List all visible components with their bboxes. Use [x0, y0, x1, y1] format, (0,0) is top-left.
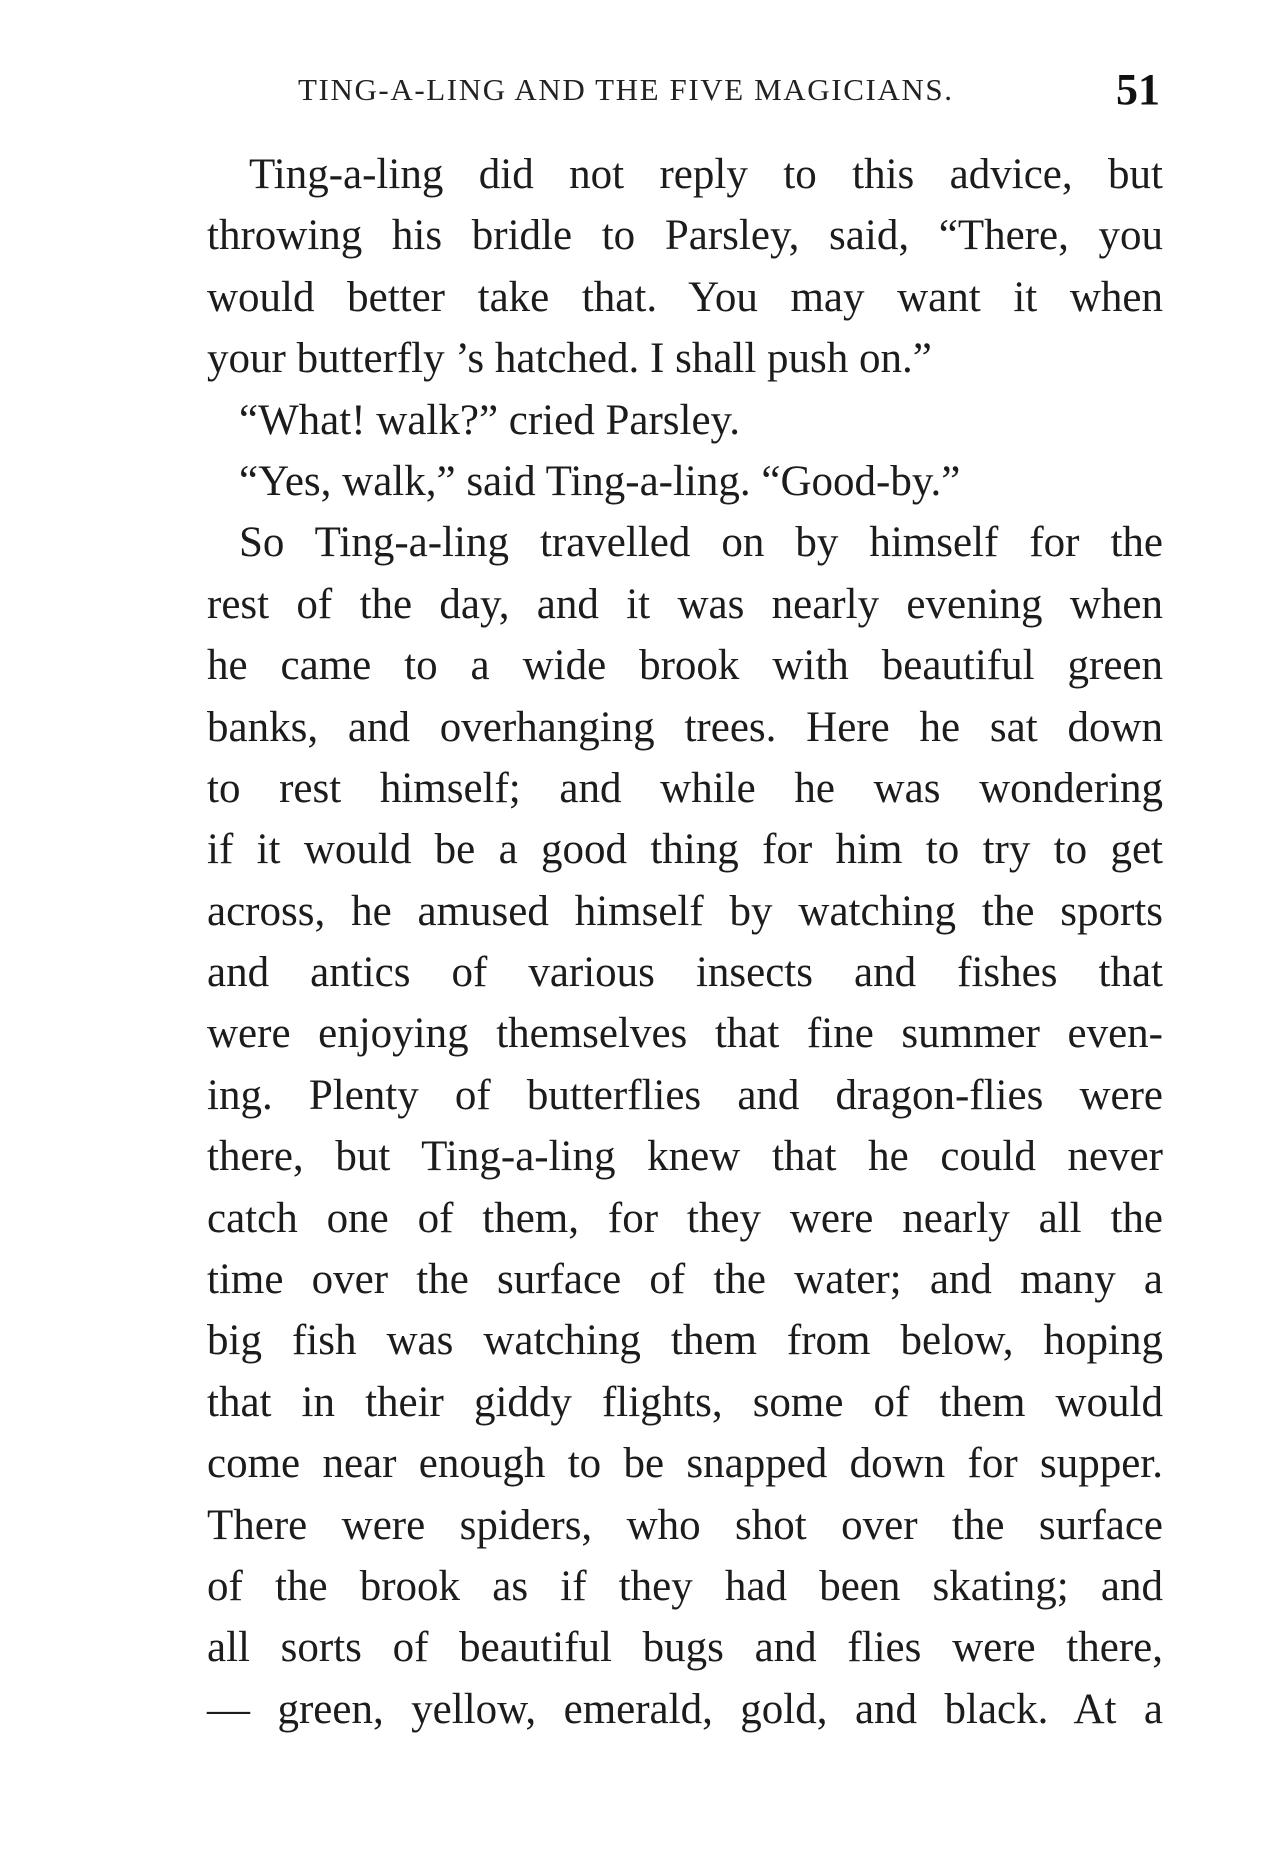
text-line: “Yes, walk,” said Ting-a-ling. “Good-by.” — [239, 457, 961, 505]
text-line: time over the surface of the water; and many a — [207, 1256, 1163, 1304]
text-line: that in their giddy flights, some of them would — [207, 1378, 1163, 1426]
text-line: across, he amused himself by watching the sports — [207, 887, 1163, 935]
body-text — [207, 144, 1163, 1740]
text-line: there, but Ting-a-ling knew that he could never — [207, 1133, 1163, 1181]
text-line: your butterfly ’s hatched. I shall push on.” — [207, 335, 932, 383]
text-line: So Ting-a-ling travelled on by himself for the — [239, 519, 1163, 567]
text-line: were enjoying themselves that fine summer even- — [207, 1010, 1163, 1058]
page-number: 51 — [1116, 65, 1160, 114]
text-line: if it would be a good thing for him to try to get — [207, 826, 1163, 874]
text-line: “What! walk?” cried Parsley. — [239, 396, 741, 444]
text-line: catch one of them, for they were nearly all the — [207, 1194, 1163, 1242]
text-line: would better take that. You may want it when — [207, 273, 1163, 321]
text-line: big fish was watching them from below, hoping — [207, 1317, 1163, 1365]
text-line: of the brook as if they had been skating; and — [207, 1562, 1163, 1610]
text-line: all sorts of beautiful bugs and flies were there, — [207, 1624, 1163, 1672]
text-line: rest of the day, and it was nearly evening when — [207, 580, 1163, 628]
text-line: banks, and overhanging trees. Here he sat down — [207, 703, 1163, 751]
page-header — [298, 64, 1160, 114]
running-title: TING-A-LING AND THE FIVE MAGICIANS. — [298, 72, 954, 107]
text-line: ing. Plenty of butterflies and dragon-flies were — [207, 1071, 1163, 1119]
text-line: throwing his bridle to Parsley, said, “There, you — [207, 212, 1163, 260]
text-line: — green, yellow, emerald, gold, and black. At a — [207, 1685, 1163, 1733]
text-line: Ting-a-ling did not reply to this advice, but — [249, 151, 1163, 198]
text-line: There were spiders, who shot over the surface — [207, 1501, 1163, 1549]
text-line: come near enough to be snapped down for supper. — [207, 1440, 1163, 1488]
text-line: to rest himself; and while he was wondering — [207, 764, 1163, 812]
text-line: and antics of various insects and fishes that — [207, 949, 1163, 997]
text-line: he came to a wide brook with beautiful green — [207, 642, 1163, 690]
